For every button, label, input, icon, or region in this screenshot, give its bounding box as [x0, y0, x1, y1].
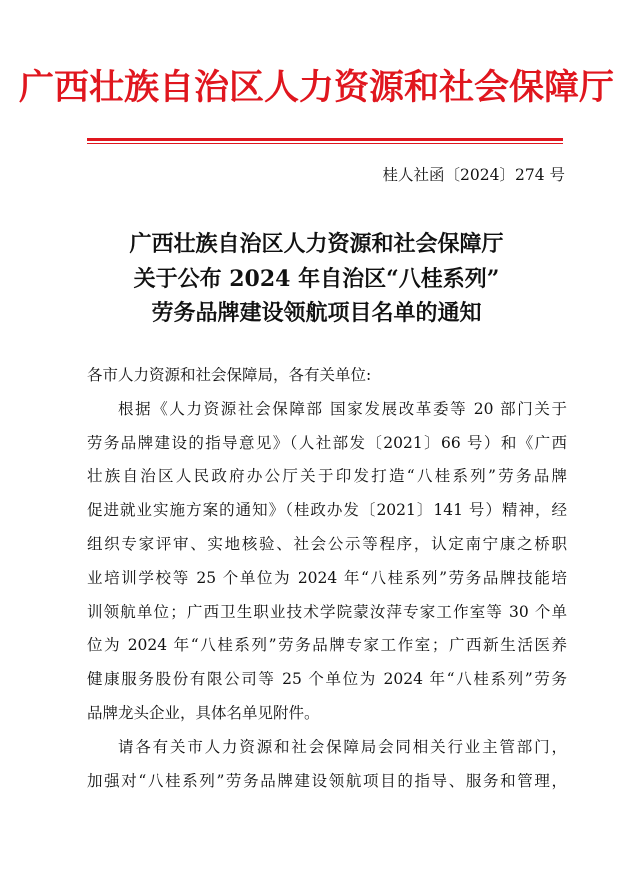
document-body	[87, 359, 567, 798]
red-divider-thick	[87, 138, 563, 141]
document-title	[0, 227, 633, 331]
paragraph-1-line: 位为 2024 年“八桂系列”劳务品牌专家工作室；广西新生活医养	[87, 636, 567, 655]
paragraph-1-line: 业培训学校等 25 个单位为 2024 年“八桂系列”劳务品牌技能培	[87, 568, 567, 587]
title-line-2: 关于公布 2024 年自治区“八桂系列”	[133, 265, 500, 292]
title-line-3: 劳务品牌建设领航项目名单的通知	[151, 300, 482, 326]
paragraph-1-line: 品牌龙头企业，具体名单见附件。	[87, 703, 320, 722]
document-number: 桂人社函〔2024〕274 号	[382, 166, 565, 184]
title-line-1: 广西壮族自治区人力资源和社会保障厅	[129, 231, 504, 257]
paragraph-2	[87, 731, 567, 799]
paragraph-1-line: 训领航单位；广西卫生职业技术学院蒙汝萍专家工作室等 30 个单	[87, 602, 567, 621]
paragraph-1	[87, 393, 567, 731]
paragraph-2-line: 请各有关市人力资源和社会保障局会同相关行业主管部门，	[118, 737, 567, 756]
paragraph-1-line: 促进就业实施方案的通知》（桂政办发〔2021〕141 号）精神，经	[87, 501, 567, 520]
paragraph-2-line: 加强对“八桂系列”劳务品牌建设领航项目的指导、服务和管理，	[87, 771, 567, 790]
salutation: 各市人力资源和社会保障局，各有关单位:	[87, 366, 372, 384]
paragraph-1-line: 壮族自治区人民政府办公厅关于印发打造“八桂系列”劳务品牌	[87, 467, 567, 486]
paragraph-1-line: 劳务品牌建设的指导意见》（人社部发〔2021〕66 号）和《广西	[87, 433, 567, 452]
paragraph-1-line: 根据《人力资源社会保障部 国家发展改革委等 20 部门关于	[118, 399, 567, 418]
paragraph-1-line: 健康服务股份有限公司等 25 个单位为 2024 年“八桂系列”劳务	[87, 670, 567, 689]
paragraph-1-line: 组织专家评审、实地核验、社会公示等程序，认定南宁康之桥职	[87, 534, 567, 553]
red-divider-thin	[87, 143, 563, 144]
issuing-organization-header: 广西壮族自治区人力资源和社会保障厅	[18, 67, 614, 108]
